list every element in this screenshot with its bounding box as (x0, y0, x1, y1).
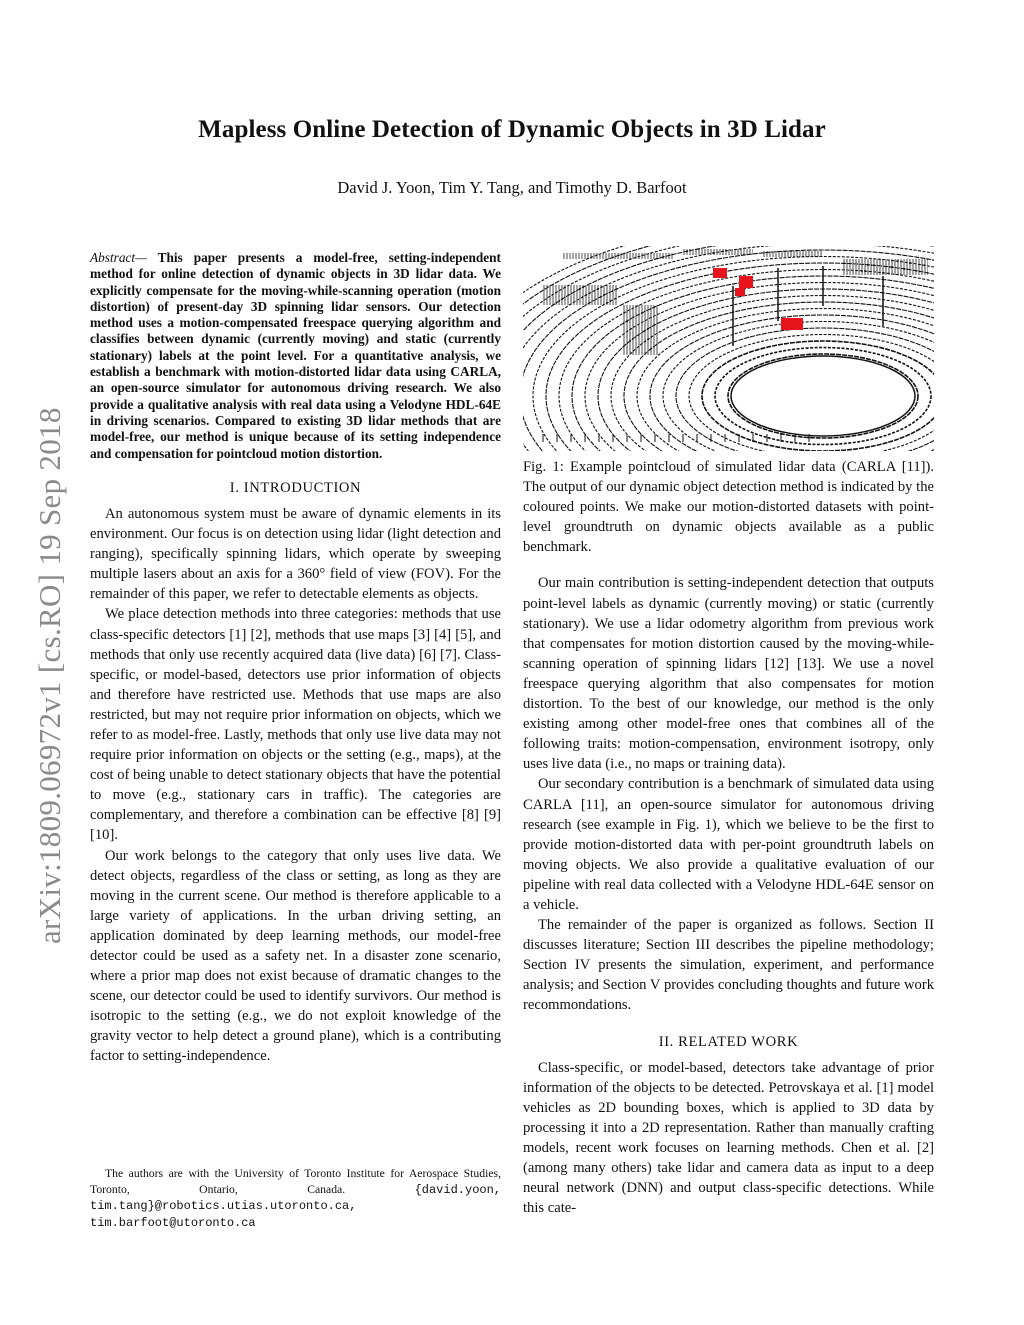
pointcloud-image (523, 246, 934, 451)
section-heading-related-work: II. RELATED WORK (658, 1033, 799, 1050)
inner-clear-area (731, 356, 915, 436)
abstract-text: This paper presents a model-free, setting-independent method for online detection of dynamic objects in 3D lidar data. We explicitly compensate for the moving-while-scanning operation (motion distortion) of present-day 3D spinning lidar sensors. Our detection method uses a motion-compensated freespace querying algorithm and classifies between dynamic (currently moving) and static (currently stationary) labels at the point level. For a quantitative analysis, we establish a benchmark with motion-distorted lidar data using CARLA, an open-source simulator for autonomous driving research. We also provide a qualitative analysis with real data using a Velodyne HDL-64E in driving scenarios. Compared to existing 3D lidar methods that are model-free, our method is unique because of its setting independence and compensation for pointcloud motion distortion. (90, 250, 501, 461)
related-work-paragraph-1: Class-specific, or model-based, detectors take advantage of prior information of the objects to be detected. Petrovskaya et al. [1] model vehicles as 2D bounding boxes, which is applied to 3D data by processing it into a 2D representation. Rather than manually crafting models, recent work focuses on learning methods. Chen et al. [2] (among many others) take lidar and camera data as input to a deep neural network (DNN) and output class-specific detections. While this cate- (523, 1059, 934, 1217)
intro-paragraph-2: We place detection methods into three categories: methods that use class-specific detectors [1] [2], methods that use maps [3] [4] [5], and methods that only use recently acquired data (live data) [6] [7]. Class-specific, or model-based, detectors use prior information of objects and therefore have restricted use. Methods that use maps are also restricted, but may not require prior information on objects, which we refer to as model-free. Lastly, methods that only use live data may not require prior information on objects or the setting (e.g., maps), at the cost of being unable to detect stationary objects that have the potential to move (e.g., stationary cars in traffic). The categories are complementary, and therefore a combination can be effective [8] [9] [10]. (90, 606, 501, 844)
affiliation-footnote (90, 1166, 501, 1231)
dynamic-object (735, 288, 745, 296)
dynamic-object (713, 268, 727, 278)
paper-title: Mapless Online Detection of Dynamic Objects in 3D Lidar (198, 116, 826, 143)
dynamic-object (739, 276, 753, 288)
intro-paragraph-3: Our work belongs to the category that only uses live data. We detect objects, regardless of the class or setting, as long as they are moving in the current scene. Our method is therefore applicable to a large variety of applications. In the urban driving setting, an application dominated by deep learning methods, our model-free detector could be used as a safety net. In a disaster zone scenario, where a prior map does not exist because of dramatic changes to the scene, our detector could be used to identify survivors. Our method is isotropic to the setting (e.g., we do not exploit knowledge of the gravity vector to help detect a ground plane), which is a contributing factor to setting-independence. (90, 847, 501, 1065)
figure-caption: Fig. 1: Example pointcloud of simulated lidar data (CARLA [11]). The output of our dynamic object detection method is indicated by the coloured points. We make our motion-distorted datasets with point-level groundtruth on dynamic objects available as a public benchmark. (523, 459, 934, 556)
section-heading-introduction: I. INTRODUCTION (229, 479, 362, 496)
footnote-emails[interactable]: {david.yoon, tim.tang}@robotics.utias.utoronto.ca, tim.barfoot@utoronto.ca (90, 1182, 501, 1230)
pointcloud-figure (523, 246, 934, 451)
contribution-paragraph-1: Our main contribution is setting-independent detection that outputs point-level labels as dynamic (currently moving) or static (currently stationary). We use a lidar odometry algorithm from previous work that compensates for motion distortion caused by the moving-while-scanning operation of spinning lidars [12] [13]. We use a novel freespace querying algorithm that also compensates for motion distortion. To the best of our knowledge, our method is the only existing among other model-free ones that combines all of the following traits: motion-compensation, environment isotropy, only uses live data (i.e., no maps or training data). (523, 575, 934, 773)
intro-paragraph-1: An autonomous system must be aware of dynamic elements in its environment. Our focus is on detection using lidar (light detection and ranging), specifically spinning lidars, which operate by sweeping multiple lasers about an axis for a 360° field of view (FOV). For the remainder of this paper, we refer to detectable elements as objects. (90, 505, 501, 603)
right-column (523, 246, 934, 1218)
left-column (90, 250, 501, 1067)
outline-paragraph: The remainder of the paper is organized as follows. Section II discusses literature; Section III describes the pipeline methodology; Section IV presents the simulation, experiment, and performance analysis; and Section V provides concluding thoughts and future work recommondations. (523, 917, 934, 1014)
dynamic-object (781, 318, 803, 330)
abstract-label: Abstract (90, 250, 136, 265)
abstract: Abstract— This paper presents a model-free, setting-independent method for online detection of dynamic objects in 3D lidar data. We explicitly compensate for the moving-while-scanning operation (motion distortion) of present-day 3D spinning lidar sensors. Our detection method uses a motion-compensated freespace querying algorithm and classifies between dynamic (currently moving) and static (currently stationary) labels at the point level. For a quantitative analysis, we establish a benchmark with motion-distorted lidar data using CARLA, an open-source simulator for autonomous driving research. We also provide a qualitative analysis with real data using a Velodyne HDL-64E in driving scenarios. Compared to existing 3D lidar methods that are model-free, our method is unique because of its setting independence and compensation for pointcloud motion distortion. (90, 250, 501, 461)
footnote-text: The authors are with the University of Toronto Institute for Aerospace Studies, Toronto, Ontario, Canada. (90, 1167, 501, 1196)
arxiv-identifier[interactable]: arXiv:1809.06972v1 [cs.RO] 19 Sep 2018 (32, 407, 67, 944)
contribution-paragraph-2: Our secondary contribution is a benchmark of simulated data using CARLA [11], an open-source simulator for autonomous driving research (see example in Fig. 1), which we believe to be the first to provide motion-distorted data with per-point groundtruth labels on moving objects. We also provide a qualitative evaluation of our pipeline with real data collected with a Velodyne HDL-64E sensor on a vehicle. (523, 776, 934, 913)
author-list: David J. Yoon, Tim Y. Tang, and Timothy D. Barfoot (337, 178, 687, 197)
